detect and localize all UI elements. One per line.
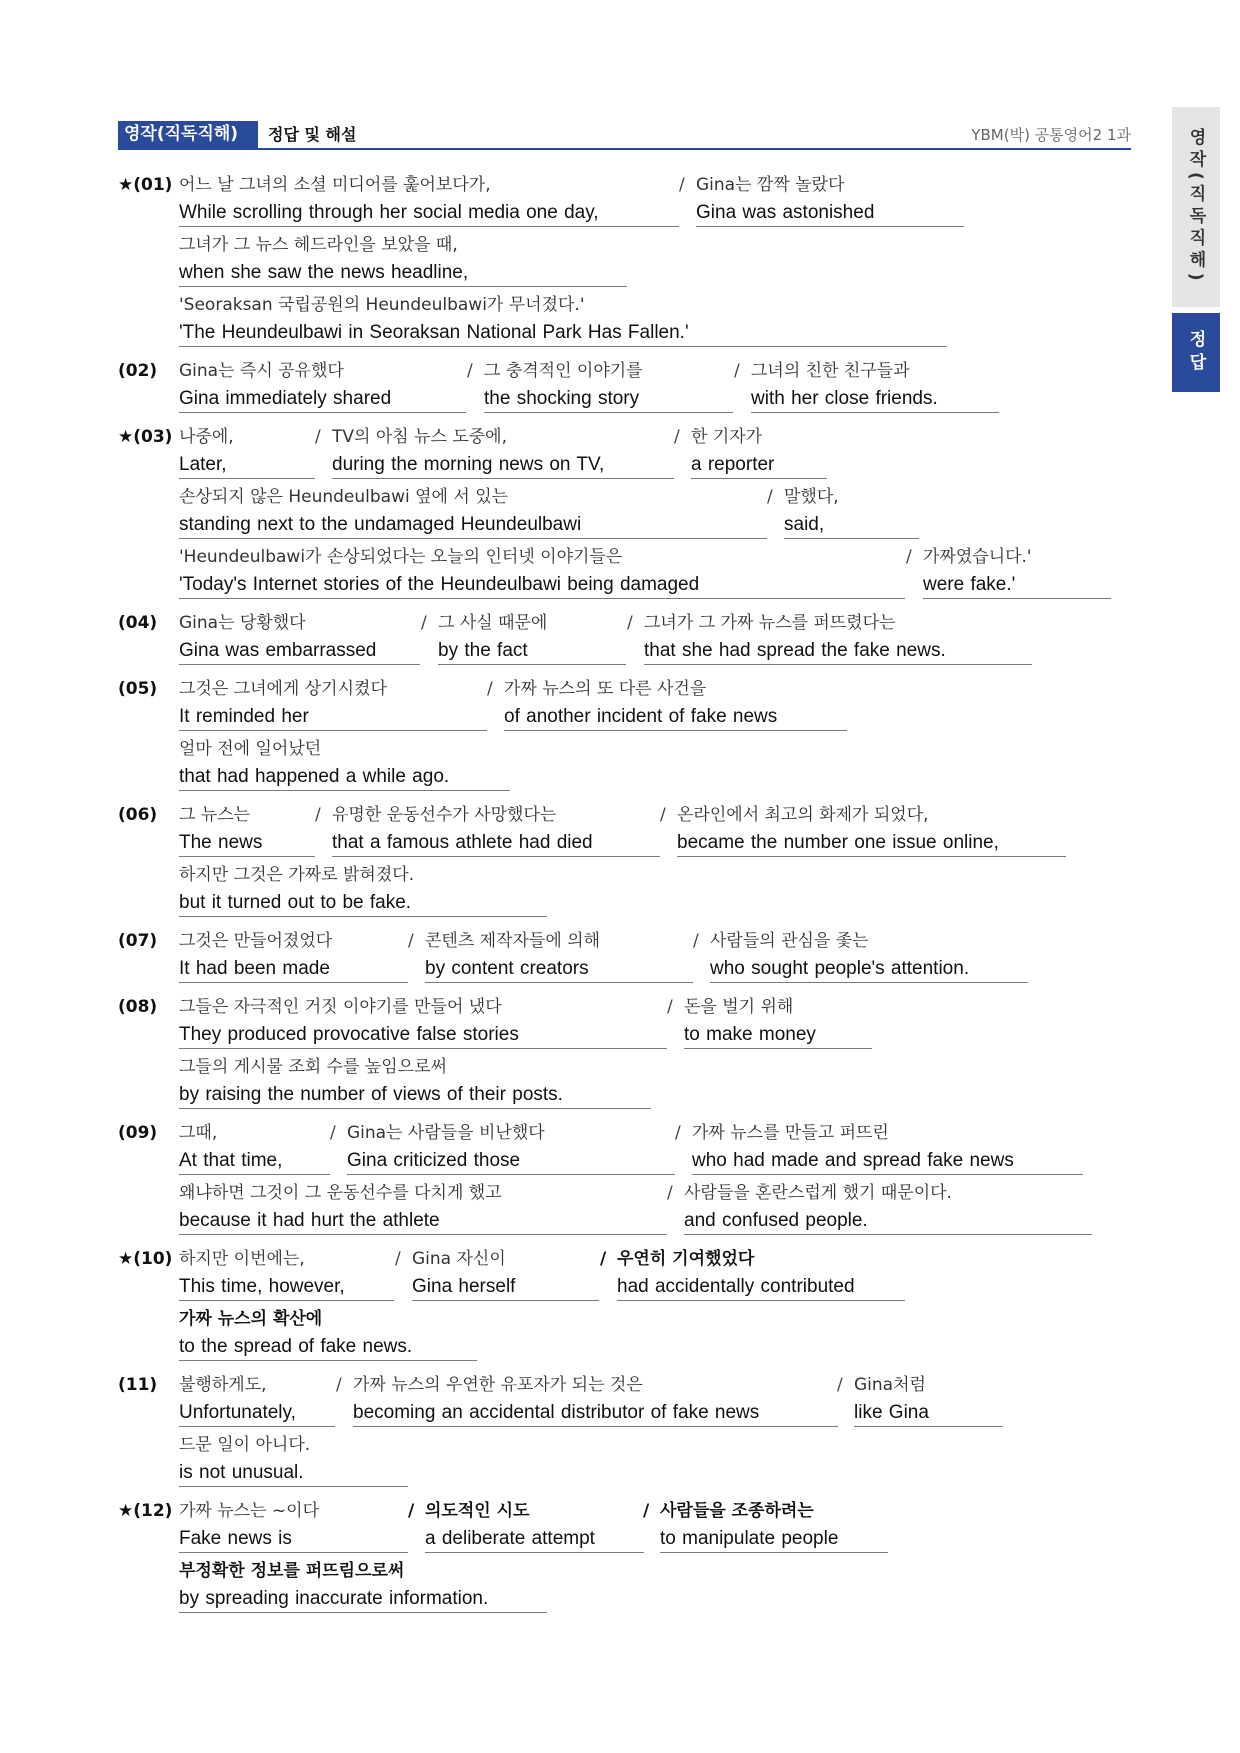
english-phrase: the shocking story: [484, 385, 733, 413]
korean-phrase: 하지만 그것은 가짜로 밝혀졌다.: [179, 865, 415, 885]
english-phrase: Gina immediately shared: [179, 385, 466, 413]
phrase-chunk: [179, 544, 905, 599]
korean-phrase: 얼마 전에 일어났던: [179, 739, 322, 759]
english-phrase: They produced provocative false stories: [179, 1021, 667, 1049]
answer-list: [118, 172, 1131, 1624]
phrase-row: [179, 232, 1131, 292]
english-phrase: It reminded her: [179, 703, 487, 731]
phrase-chunk: [395, 1246, 599, 1301]
phrase-chunk: [179, 358, 466, 413]
phrase-chunk: [693, 928, 1028, 983]
korean-phrase: 나중에,: [179, 427, 234, 447]
item-number: (09): [118, 1123, 158, 1143]
phrase-chunk: [675, 1120, 1083, 1175]
korean-phrase: Gina처럼: [854, 1375, 926, 1395]
english-phrase: who had made and spread fake news: [692, 1147, 1083, 1175]
phrase-chunk: [627, 610, 1032, 665]
korean-phrase: 온라인에서 최고의 화제가 되었다,: [677, 805, 929, 825]
slash-separator: /: [421, 613, 427, 633]
phrase-row: [179, 802, 1131, 862]
english-phrase: Gina was embarrassed: [179, 637, 420, 665]
korean-phrase: 돈을 벌기 위해: [684, 997, 794, 1017]
item-number: ★(10): [118, 1249, 173, 1269]
slash-separator: /: [734, 361, 740, 381]
sentence-item-08: [118, 994, 1131, 1114]
english-phrase: by raising the number of views of their posts.: [179, 1081, 651, 1109]
phrase-chunk: [179, 610, 420, 665]
slash-separator: /: [408, 931, 414, 951]
item-number: (06): [118, 805, 158, 825]
slash-separator: /: [675, 1123, 681, 1143]
header-title: 정답 및 해설: [268, 125, 357, 144]
korean-phrase: 'Seoraksan 국립공원의 Heundeulbawi가 무너졌다.': [179, 295, 585, 315]
english-phrase: were fake.': [923, 571, 1111, 599]
section-label: 영작(직독직해): [118, 121, 258, 148]
phrase-chunk: [679, 172, 964, 227]
korean-phrase: 그녀가 그 뉴스 헤드라인을 보았을 때,: [179, 235, 458, 255]
english-phrase: Later,: [179, 451, 315, 479]
korean-phrase: 그것은 만들어졌었다: [179, 931, 333, 951]
korean-phrase: 그 사실 때문에: [438, 613, 548, 633]
sentence-item-05: [118, 676, 1131, 796]
english-phrase: during the morning news on TV,: [332, 451, 674, 479]
english-phrase: when she saw the news headline,: [179, 259, 627, 287]
slash-separator: /: [627, 613, 633, 633]
slash-separator: /: [330, 1123, 336, 1143]
slash-separator: /: [315, 805, 321, 825]
item-number: (05): [118, 679, 158, 699]
korean-phrase: 가짜 뉴스의 우연한 유포자가 되는 것은: [353, 1375, 643, 1395]
english-phrase: becoming an accidental distributor of fake news: [353, 1399, 838, 1427]
korean-phrase: 가짜였습니다.': [923, 547, 1032, 567]
english-phrase: and confused people.: [684, 1207, 1092, 1235]
korean-phrase: 그 충격적인 이야기를: [484, 361, 643, 381]
phrase-chunk: [179, 928, 408, 983]
korean-phrase: 가짜 뉴스는 ~이다: [179, 1501, 320, 1521]
english-phrase: This time, however,: [179, 1273, 394, 1301]
korean-phrase: 손상되지 않은 Heundeulbawi 옆에 서 있는: [179, 487, 509, 507]
korean-phrase: 왜냐하면 그것이 그 운동선수를 다치게 했고: [179, 1183, 502, 1203]
side-tab-section-label: 영작(직독직해): [1185, 128, 1206, 286]
slash-separator: /: [395, 1249, 401, 1269]
item-number: (02): [118, 361, 158, 381]
korean-phrase: 가짜 뉴스의 또 다른 사건을: [504, 679, 707, 699]
sentence-item-07: [118, 928, 1131, 988]
book-info: YBM(박) 공통영어2 1과: [971, 126, 1131, 144]
korean-phrase: 유명한 운동선수가 사망했다는: [332, 805, 557, 825]
phrase-row: [179, 1432, 1131, 1492]
english-phrase: Gina was astonished: [696, 199, 964, 227]
item-number: (11): [118, 1375, 158, 1395]
slash-separator: /: [906, 547, 912, 567]
korean-phrase: 말했다,: [784, 487, 839, 507]
english-phrase: like Gina: [854, 1399, 1003, 1427]
phrase-chunk: [660, 802, 1066, 857]
english-phrase: Unfortunately,: [179, 1399, 335, 1427]
english-phrase: a deliberate attempt: [425, 1525, 644, 1553]
korean-phrase: 그녀가 그 가짜 뉴스를 퍼뜨렸다는: [644, 613, 896, 633]
sentence-item-09: [118, 1120, 1131, 1240]
english-phrase: standing next to the undamaged Heundeulbawi: [179, 511, 767, 539]
side-tab-answer-label: 정답: [1185, 329, 1206, 376]
phrase-chunk: [179, 1054, 651, 1109]
phrase-chunk: [487, 676, 847, 731]
side-tab-answer: [1172, 313, 1220, 392]
phrase-chunk: [179, 1180, 667, 1235]
english-phrase: is not unusual.: [179, 1459, 408, 1487]
korean-phrase: 그때,: [179, 1123, 218, 1143]
phrase-chunk: [408, 928, 693, 983]
phrase-row: [179, 1054, 1131, 1114]
item-number: ★(03): [118, 427, 173, 447]
phrase-chunk: [179, 1558, 547, 1613]
korean-phrase: Gina는 즉시 공유했다: [179, 361, 344, 381]
phrase-row: [179, 358, 1131, 418]
phrase-chunk: [667, 1180, 1092, 1235]
phrase-row: [179, 1498, 1131, 1558]
phrase-chunk: [179, 292, 947, 347]
korean-phrase: 한 기자가: [691, 427, 763, 447]
phrase-chunk: [408, 1498, 644, 1553]
phrase-row: [179, 1306, 1131, 1366]
english-phrase: While scrolling through her social media one day,: [179, 199, 679, 227]
sentence-item-01: [118, 172, 1131, 352]
phrase-row: [179, 1120, 1131, 1180]
korean-phrase: 우연히 기여했었다: [617, 1249, 755, 1269]
slash-separator: /: [467, 361, 473, 381]
english-phrase: 'Today's Internet stories of the Heundeulbawi being damaged: [179, 571, 905, 599]
english-phrase: but it turned out to be fake.: [179, 889, 547, 917]
phrase-row: [179, 424, 1131, 484]
korean-phrase: 그들의 게시물 조회 수를 높임으로써: [179, 1057, 447, 1077]
english-phrase: who sought people's attention.: [710, 955, 1028, 983]
slash-separator: /: [408, 1501, 415, 1521]
item-number: (04): [118, 613, 158, 633]
slash-separator: /: [600, 1249, 607, 1269]
phrase-chunk: [336, 1372, 838, 1427]
slash-separator: /: [336, 1375, 342, 1395]
phrase-chunk: [667, 994, 872, 1049]
phrase-chunk: [179, 802, 315, 857]
slash-separator: /: [674, 427, 680, 447]
phrase-row: [179, 544, 1131, 604]
phrase-row: [179, 736, 1131, 796]
english-phrase: Fake news is: [179, 1525, 408, 1553]
sentence-item-02: [118, 358, 1131, 418]
phrase-chunk: [600, 1246, 905, 1301]
sentence-item-10: [118, 1246, 1131, 1366]
phrase-chunk: [767, 484, 919, 539]
korean-phrase: Gina는 당황했다: [179, 613, 306, 633]
english-phrase: because it had hurt the athlete: [179, 1207, 667, 1235]
item-number: ★(01): [118, 175, 173, 195]
phrase-chunk: [179, 1120, 330, 1175]
phrase-row: [179, 928, 1131, 988]
korean-phrase: Gina는 사람들을 비난했다: [347, 1123, 545, 1143]
slash-separator: /: [767, 487, 773, 507]
korean-phrase: 그것은 그녀에게 상기시켰다: [179, 679, 387, 699]
phrase-row: [179, 1558, 1131, 1618]
side-tab-section: [1172, 107, 1220, 307]
phrase-chunk: [674, 424, 827, 479]
slash-separator: /: [643, 1501, 650, 1521]
phrase-chunk: [179, 424, 315, 479]
sentence-item-04: [118, 610, 1131, 670]
sentence-item-06: [118, 802, 1131, 922]
english-phrase: said,: [784, 511, 919, 539]
item-number: (08): [118, 997, 158, 1017]
english-phrase: a reporter: [691, 451, 827, 479]
korean-phrase: 의도적인 시도: [425, 1501, 530, 1521]
sentence-item-03: [118, 424, 1131, 604]
phrase-chunk: [179, 736, 510, 791]
phrase-chunk: [179, 676, 487, 731]
phrase-chunk: [315, 424, 674, 479]
phrase-chunk: [179, 1306, 477, 1361]
phrase-row: [179, 610, 1131, 670]
sentence-item-12: [118, 1498, 1131, 1618]
english-phrase: that had happened a while ago.: [179, 763, 510, 791]
korean-phrase: 불행하게도,: [179, 1375, 267, 1395]
phrase-row: [179, 292, 1131, 352]
korean-phrase: 그 뉴스는: [179, 805, 251, 825]
phrase-chunk: [421, 610, 626, 665]
korean-phrase: 그녀의 친한 친구들과: [751, 361, 910, 381]
slash-separator: /: [679, 175, 685, 195]
korean-phrase: 하지만 이번에는,: [179, 1249, 305, 1269]
phrase-chunk: [906, 544, 1111, 599]
slash-separator: /: [667, 1183, 673, 1203]
english-phrase: Gina criticized those: [347, 1147, 675, 1175]
item-number: ★(12): [118, 1501, 173, 1521]
english-phrase: that she had spread the fake news.: [644, 637, 1032, 665]
english-phrase: became the number one issue online,: [677, 829, 1066, 857]
phrase-row: [179, 862, 1131, 922]
korean-phrase: 드문 일이 아니다.: [179, 1435, 311, 1455]
english-phrase: 'The Heundeulbawi in Seoraksan National Park Has Fallen.': [179, 319, 947, 347]
english-phrase: Gina herself: [412, 1273, 599, 1301]
phrase-row: [179, 994, 1131, 1054]
korean-phrase: 가짜 뉴스를 만들고 퍼뜨린: [692, 1123, 889, 1143]
english-phrase: to the spread of fake news.: [179, 1333, 477, 1361]
korean-phrase: 사람들을 혼란스럽게 했기 때문이다.: [684, 1183, 952, 1203]
korean-phrase: 부정확한 정보를 퍼뜨림으로써: [179, 1561, 405, 1581]
english-phrase: of another incident of fake news: [504, 703, 847, 731]
english-phrase: had accidentally contributed: [617, 1273, 905, 1301]
phrase-chunk: [467, 358, 733, 413]
english-phrase: The news: [179, 829, 315, 857]
phrase-row: [179, 172, 1131, 232]
korean-phrase: 사람들의 관심을 좇는: [710, 931, 869, 951]
english-phrase: with her close friends.: [751, 385, 999, 413]
phrase-chunk: [179, 862, 547, 917]
phrase-row: [179, 1180, 1131, 1240]
korean-phrase: TV의 아침 뉴스 도중에,: [332, 427, 508, 447]
slash-separator: /: [487, 679, 493, 699]
phrase-chunk: [315, 802, 660, 857]
english-phrase: At that time,: [179, 1147, 330, 1175]
korean-phrase: 가짜 뉴스의 확산에: [179, 1309, 323, 1329]
slash-separator: /: [667, 997, 673, 1017]
phrase-chunk: [179, 232, 627, 287]
korean-phrase: 그들은 자극적인 거짓 이야기를 만들어 냈다: [179, 997, 502, 1017]
phrase-chunk: [179, 1246, 394, 1301]
slash-separator: /: [660, 805, 666, 825]
english-phrase: to manipulate people: [660, 1525, 888, 1553]
english-phrase: by content creators: [425, 955, 693, 983]
english-phrase: that a famous athlete had died: [332, 829, 660, 857]
phrase-chunk: [179, 1372, 335, 1427]
slash-separator: /: [315, 427, 321, 447]
phrase-row: [179, 676, 1131, 736]
item-number: (07): [118, 931, 158, 951]
english-phrase: It had been made: [179, 955, 408, 983]
page-header: [118, 121, 1131, 150]
english-phrase: by the fact: [438, 637, 626, 665]
phrase-chunk: [837, 1372, 1003, 1427]
korean-phrase: 콘텐츠 제작자들에 의해: [425, 931, 601, 951]
phrase-chunk: [179, 172, 679, 227]
phrase-row: [179, 484, 1131, 544]
sentence-item-11: [118, 1372, 1131, 1492]
phrase-chunk: [179, 1498, 408, 1553]
phrase-chunk: [179, 1432, 408, 1487]
phrase-row: [179, 1372, 1131, 1432]
phrase-chunk: [179, 994, 667, 1049]
english-phrase: to make money: [684, 1021, 872, 1049]
korean-phrase: Gina는 깜짝 놀랐다: [696, 175, 845, 195]
korean-phrase: 어느 날 그녀의 소셜 미디어를 훑어보다가,: [179, 175, 491, 195]
phrase-chunk: [330, 1120, 675, 1175]
korean-phrase: Gina 자신이: [412, 1249, 506, 1269]
phrase-chunk: [643, 1498, 888, 1553]
phrase-chunk: [179, 484, 767, 539]
slash-separator: /: [837, 1375, 843, 1395]
english-phrase: by spreading inaccurate information.: [179, 1585, 547, 1613]
korean-phrase: 사람들을 조종하려는: [660, 1501, 814, 1521]
korean-phrase: 'Heundeulbawi가 손상되었다는 오늘의 인터넷 이야기들은: [179, 547, 623, 567]
slash-separator: /: [693, 931, 699, 951]
phrase-chunk: [734, 358, 999, 413]
phrase-row: [179, 1246, 1131, 1306]
